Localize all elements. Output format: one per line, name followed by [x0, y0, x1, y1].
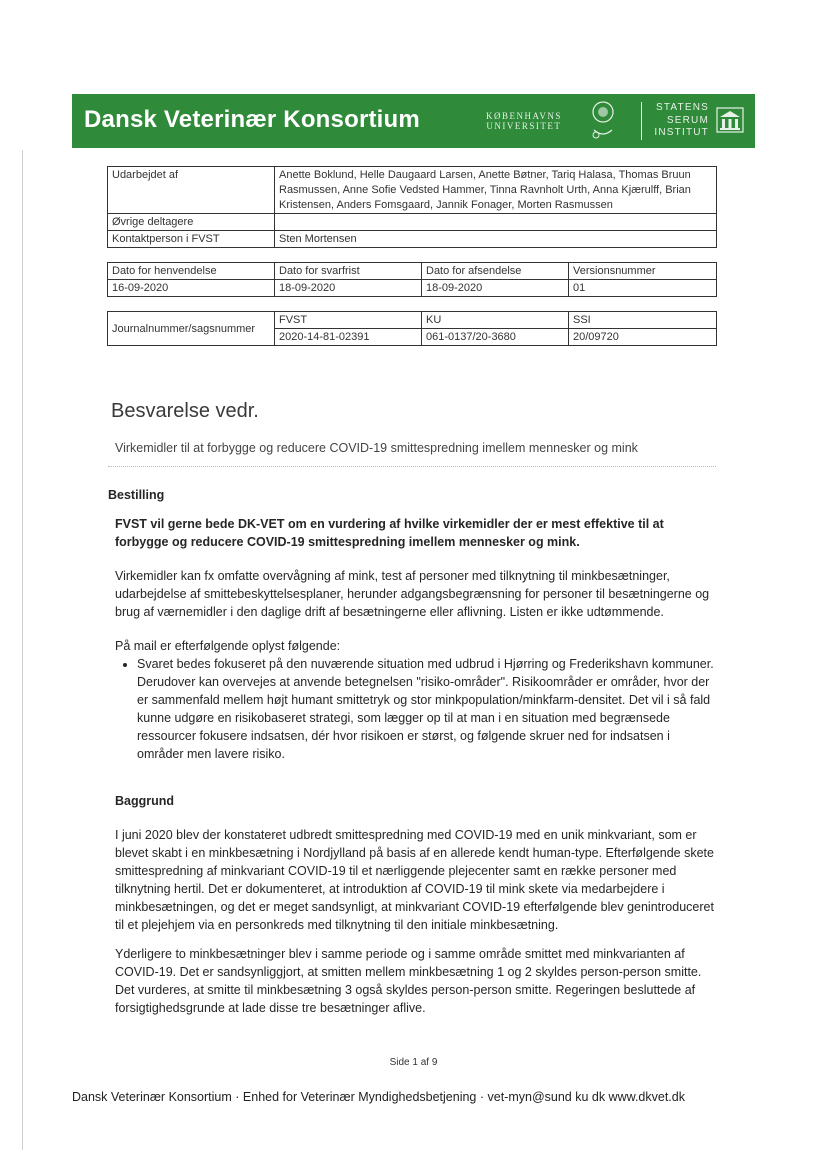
journal-header: SSI	[569, 312, 717, 329]
page-subheading: Virkemidler til at forbygge og reducere COVID-19 smittespredning imellem mennesker og mink	[115, 441, 638, 455]
journal-value: 061-0137/20-3680	[422, 329, 569, 346]
prepared-by-value: Anette Boklund, Helle Daugaard Larsen, Anette Bøtner, Tariq Halasa, Thomas Bruun Rasmussen, Anne Sofie Vedsted Hammer, Tinna Ravnholt Urth, Anna Kjærulff, Brian Kristensen, Anders Fomsgaard, Jannik Fonager, Morten Rasmussen	[275, 167, 717, 214]
scan-edge-line	[22, 150, 23, 1150]
meta-table	[107, 166, 717, 248]
bestilling-lead: FVST vil gerne bede DK-VET om en vurdering af hvilke virkemidler der er mest effektive til at forbygge og reducere COVID-19 smittespredning imellem mennesker og mink.	[115, 517, 664, 549]
dates-table	[107, 262, 717, 297]
ssi-line-1: STATENS	[655, 102, 709, 113]
header-banner	[72, 94, 755, 148]
bestilling-bullet-item: • Svaret bedes fokuseret på den nuværende situation med udbrud i Hjørring og Frederikshavn kommuner. Derudover kan overvejes at anvende betegnelsen "risiko-områder". Risikoområder er områder, hvor der er sammenfald mellem højt humant smittetryk og stor minkpopulation/minkfarm-densitet. Det vil i så fald kunne udgøre en risikobaseret strategi, som lægger op til at man i en situation med begrænsede ressourcer fokusere indsatsen, dér hvor risikoen er størst, og følgende skruer ned for indsatsen i områder men lavere risiko.	[137, 655, 715, 763]
ssi-logo-text	[653, 102, 709, 140]
bestilling-paragraph: Virkemidler kan fx omfatte overvågning af mink, test af personer med tilknytning til minkbesætninger, udarbejdelse af smittebeskyttelsesplaner, herunder adgangsbegrænsning for personer til besætningerne og brug af værnemidler i den daglige drift af besætningerne eller aflivning. Listen er ikke udtømmende.	[115, 569, 710, 619]
banner-title: Dansk Veterinær Konsortium	[84, 106, 420, 133]
dates-value: 01	[569, 280, 717, 297]
journal-table	[107, 311, 717, 346]
bestilling-bullet-list	[115, 655, 715, 763]
dates-header: Dato for afsendelse	[422, 263, 569, 280]
baggrund-paragraph-2: Yderligere to minkbesætninger blev i samme periode og i samme område smittet med minkvarianten af COVID-19. Det er sandsynliggjort, at smitten mellem minkbesætning 1 og 2 skyldes person-person smitte. Det vurderes, at smitte til minkbesætning 3 også skyldes person-person smitte. Regeringen besluttede af forsigtighedsgrunde at lade disse tre besætninger aflive.	[115, 947, 702, 1015]
ssi-emblem-icon	[716, 107, 744, 133]
logo-divider	[641, 102, 642, 140]
contact-label: Kontaktperson i FVST	[108, 231, 275, 248]
journal-label: Journalnummer/sagsnummer	[108, 312, 275, 346]
dates-header: Dato for svarfrist	[275, 263, 422, 280]
dates-header: Dato for henvendelse	[108, 263, 275, 280]
page-heading: Besvarelse vedr.	[111, 400, 259, 422]
baggrund-title: Baggrund	[115, 794, 175, 808]
ssi-line-2: SERUM	[666, 114, 709, 126]
journal-value: 2020-14-81-02391	[275, 329, 422, 346]
prepared-by-label: Udarbejdet af	[108, 167, 275, 214]
baggrund-paragraph-1: I juni 2020 blev der konstateret udbredt smittespredning med COVID-19 med en unik minkvariant, som er blevet skabt i en minkbesætning i Nordjylland på basis af en allerede kendt human-type. Efterfølgende skete smittespredning af minkvariant COVID-19 til et nærliggende plejecenter samt en række personer med tilknytning hertil. Det er dokumenteret, at introduktion af COVID-19 til mink skete via medarbejdere i minkbesætningen, og det er meget sandsynligt, at minkvariant COVID-19 efterfølgende blev genintroduceret til et plejehjem via en personkreds med tilknytning til den initiale minkbesætning.	[115, 828, 714, 932]
dotted-divider	[108, 466, 716, 467]
journal-value: 20/09720	[569, 329, 717, 346]
other-participants-value	[275, 214, 717, 231]
mail-intro: På mail er efterfølgende oplyst følgende:	[115, 639, 341, 653]
contact-value: Sten Mortensen	[275, 231, 717, 248]
journal-header: KU	[422, 312, 569, 329]
ku-line-1: KØBENHAVNS	[486, 111, 562, 121]
footer-text: Dansk Veterinær Konsortium · Enhed for Veterinær Myndighedsbetjening · vet-myn@sund ku dk www.dkvet.dk	[72, 1090, 685, 1104]
dates-header: Versionsnummer	[569, 263, 717, 280]
ku-emblem-icon	[590, 100, 616, 140]
dates-value: 16-09-2020	[108, 280, 275, 297]
bestilling-title: Bestilling	[108, 488, 165, 502]
journal-header: FVST	[275, 312, 422, 329]
ssi-line-3: INSTITUT	[654, 127, 709, 138]
ku-logo-text	[486, 111, 562, 131]
page-number: Side 1 af 9	[389, 1057, 438, 1068]
dates-value: 18-09-2020	[422, 280, 569, 297]
ku-line-2: UNIVERSITET	[486, 121, 562, 131]
other-participants-label: Øvrige deltagere	[108, 214, 275, 231]
dates-value: 18-09-2020	[275, 280, 422, 297]
